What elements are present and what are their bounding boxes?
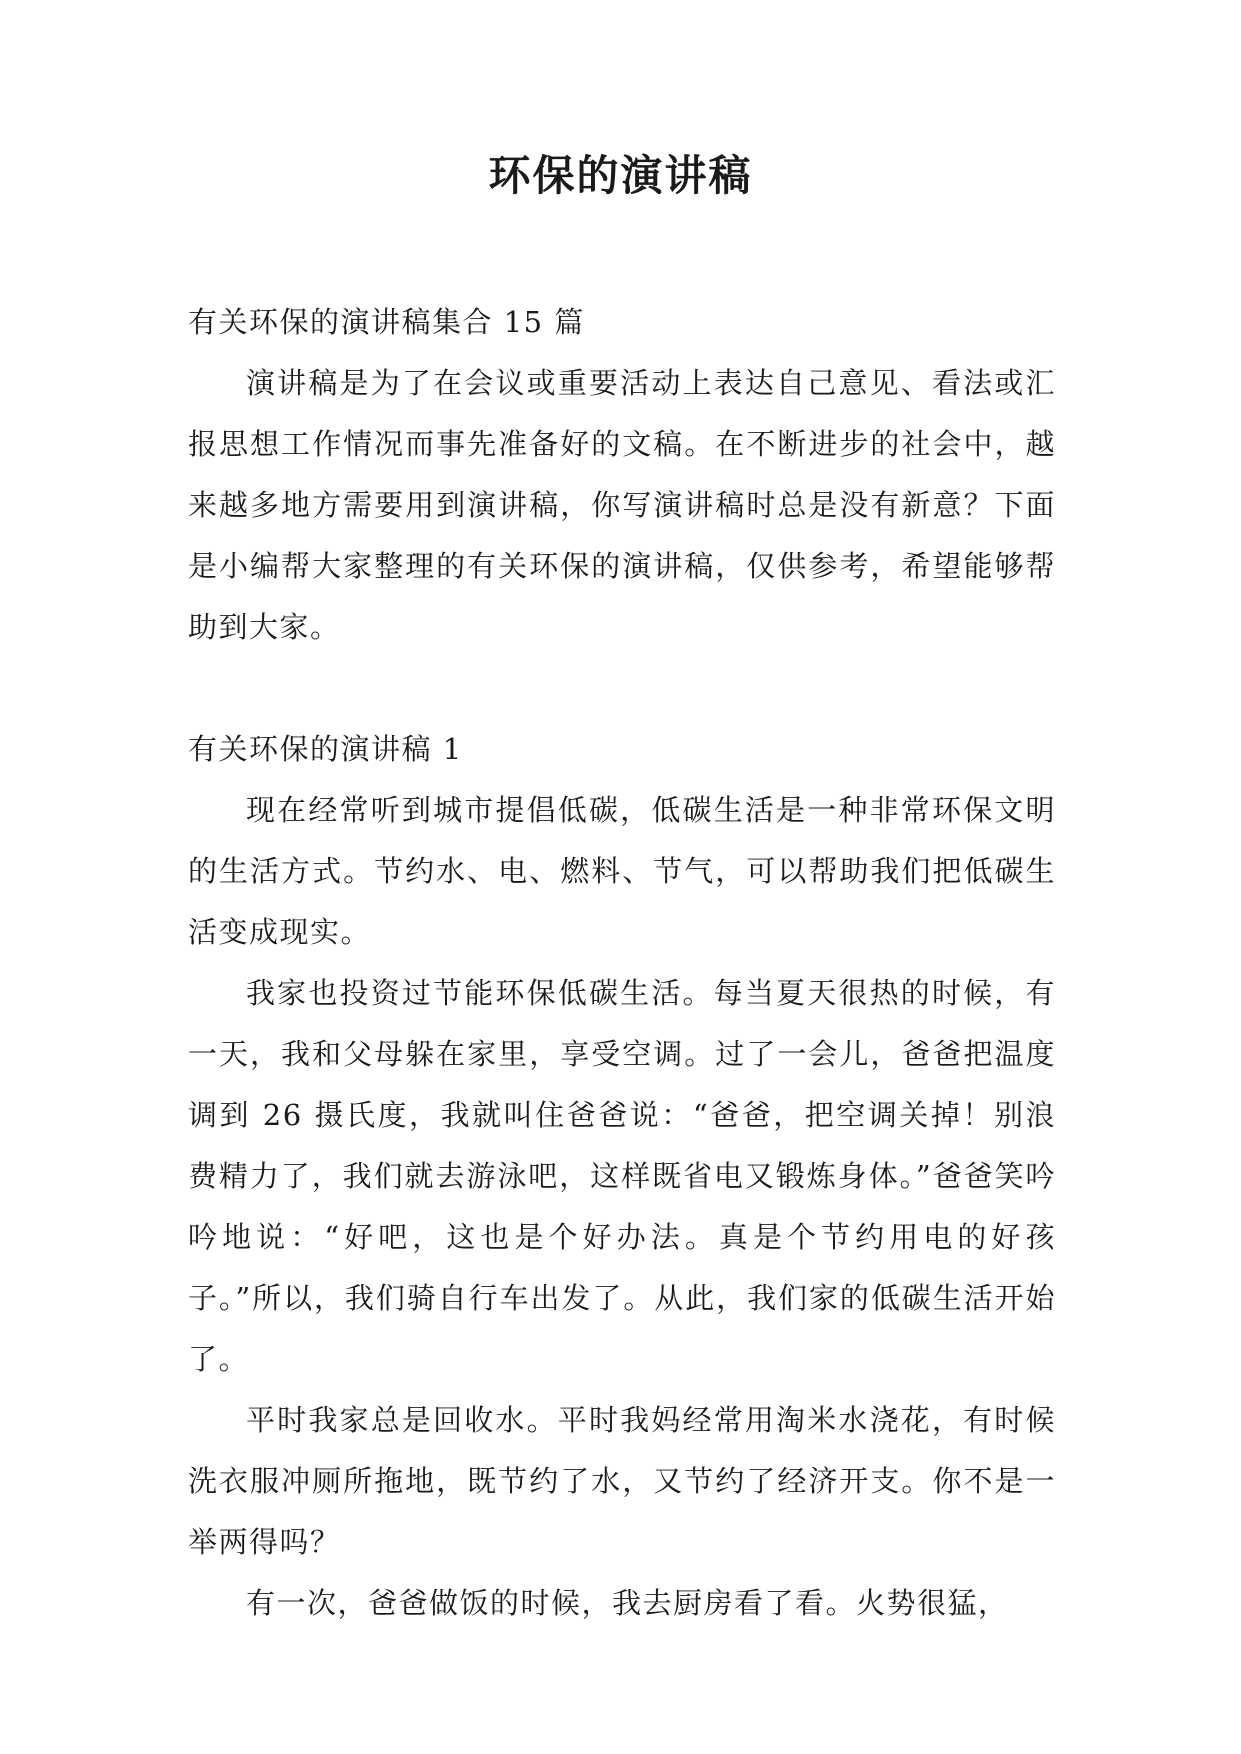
paragraph-spacer [188, 658, 1056, 719]
intro-paragraph: 演讲稿是为了在会议或重要活动上表达自己意见、看法或汇报思想工作情况而事先准备好的文稿。在不断进步的社会中，越来越多地方需要用到演讲稿，你写演讲稿时总是没有新意？下面是小编帮大家整理的有关环保的演讲稿，仅供参考，希望能够帮助到大家。 [188, 366, 1056, 644]
body-paragraph: 平时我家总是回收水。平时我妈经常用淘米水浇花，有时候洗衣服冲厕所拖地，既节约了水，又节约了经济开支。你不是一举两得吗？ [188, 1403, 1056, 1559]
document-body [188, 292, 1056, 1634]
body-paragraph: 有一次，爸爸做饭的时候，我去厨房看了看。火势很猛， [246, 1586, 1009, 1620]
document-title: 环保的演讲稿 [488, 151, 753, 200]
section-heading: 有关环保的演讲稿 1 [188, 732, 463, 766]
collection-subtitle: 有关环保的演讲稿集合 15 篇 [188, 305, 585, 339]
body-paragraph: 现在经常听到城市提倡低碳，低碳生活是一种非常环保文明的生活方式。节约水、电、燃料、节气，可以帮助我们把低碳生活变成现实。 [188, 793, 1056, 949]
body-paragraph: 我家也投资过节能环保低碳生活。每当夏天很热的时候，有一天，我和父母躲在家里，享受空调。过了一会儿，爸爸把温度调到 26 摄氏度，我就叫住爸爸说：“爸爸，把空调关掉！别浪费精力了，我们就去游泳吧，这样既省电又锻炼身体。”爸爸笑吟吟地说：“好吧，这也是个好办法。真是个节约用电的好孩子。”所以，我们骑自行车出发了。从此，我们家的低碳生活开始了。 [188, 976, 1056, 1376]
